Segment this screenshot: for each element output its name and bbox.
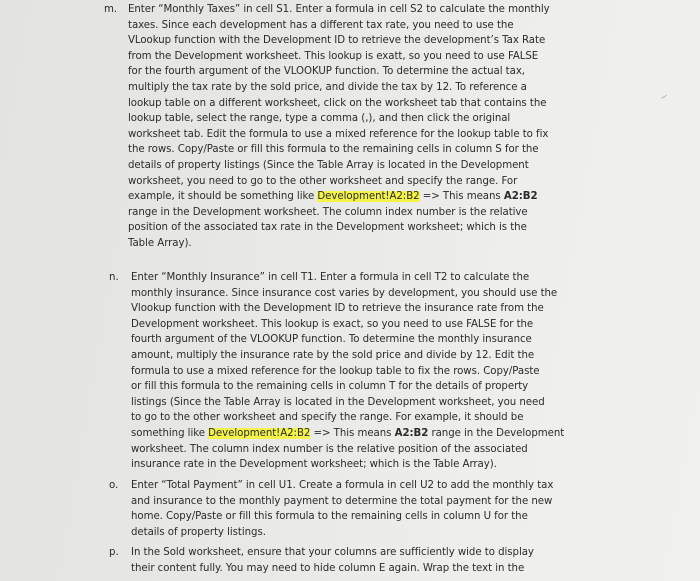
text-line: and insurance to the monthly payment to determine the total payment for the new bbox=[131, 495, 553, 507]
text-line: listings (Since the Table Array is located in the Development worksheet, you need bbox=[131, 396, 545, 408]
text-line: for the fourth argument of the VLOOKUP function. To determine the actual tax, bbox=[128, 66, 525, 78]
item-text bbox=[131, 478, 621, 540]
highlighted-range-reference: Development!A2:B2 bbox=[208, 427, 311, 439]
item-marker: m. bbox=[104, 4, 118, 15]
instruction-item-o bbox=[109, 478, 621, 540]
text-line: In the Sold worksheet, ensure that your columns are sufficiently wide to display bbox=[131, 547, 534, 558]
item-text bbox=[131, 545, 621, 576]
text-line: details of property listings. bbox=[131, 526, 266, 538]
item-marker: o. bbox=[109, 480, 119, 491]
text-line: to go to the other worksheet and specify the range. For example, it should be bbox=[131, 412, 524, 424]
text-line: taxes. Since each development has a different tax rate, you need to use the bbox=[128, 19, 514, 31]
text-line: Enter “Total Payment” in cell U1. Create a formula in cell U2 to add the monthly tax bbox=[131, 480, 554, 491]
text-segment: example, it should be something like bbox=[128, 191, 318, 203]
text-line: Enter “Monthly Insurance” in cell T1. Enter a formula in cell T2 to calculate the bbox=[131, 272, 530, 283]
text-line: the rows. Copy/Paste or fill this formula to the remaining cells in column S for the bbox=[128, 144, 539, 156]
instruction-item-p bbox=[109, 545, 621, 576]
text-line: range in the Development worksheet. The column index number is the relative bbox=[128, 206, 528, 218]
text-line: from the Development worksheet. This lookup is exatt, so you need to use FALSE bbox=[128, 50, 539, 62]
bold-range: A2:B2 bbox=[503, 191, 538, 203]
instruction-item-m bbox=[104, 2, 588, 252]
text-line: their content fully. You may need to hide column E again. Wrap the text in the bbox=[131, 562, 525, 574]
text-line: position of the associated tax rate in the Development worksheet; which is the bbox=[128, 222, 527, 234]
text-segment: something like bbox=[131, 427, 209, 439]
text-line: Vlookup function with the Development ID to retrieve the insurance rate from the bbox=[131, 303, 544, 315]
text-line: lookup table, select the range, type a comma (,), and then click the original bbox=[128, 113, 511, 125]
text-line: Development worksheet. This lookup is exact, so you need to use FALSE for the bbox=[131, 318, 534, 330]
item-text bbox=[131, 270, 621, 473]
text-line: amount, multiply the insurance rate by the sold price and divide by 12. Edit the bbox=[131, 349, 535, 361]
text-line: VLookup function with the Development ID to retrieve the development’s Tax Rate bbox=[128, 35, 546, 47]
text-line: worksheet. The column index number is the relative position of the associated bbox=[131, 443, 528, 455]
item-text bbox=[128, 2, 588, 252]
highlight-line bbox=[131, 426, 621, 442]
text-segment: => This means bbox=[419, 191, 504, 203]
item-marker: p. bbox=[109, 547, 119, 558]
text-line: Table Array). bbox=[128, 237, 192, 249]
text-segment: => This means bbox=[310, 427, 395, 439]
highlight-line bbox=[128, 189, 588, 205]
text-line: insurance rate in the Development worksheet; which is the Table Array). bbox=[131, 459, 497, 471]
text-line: monthly insurance. Since insurance cost varies by development, you should use the bbox=[131, 287, 558, 299]
text-line: worksheet, you need to go to the other worksheet and specify the range. For bbox=[128, 175, 518, 187]
text-line: home. Copy/Paste or fill this formula to the remaining cells in column U for the bbox=[131, 511, 528, 523]
text-line: details of property listings (Since the Table Array is located in the Development bbox=[128, 159, 529, 171]
pen-mark-decoration bbox=[661, 95, 669, 102]
item-marker: n. bbox=[109, 272, 119, 283]
bold-range: A2:B2 bbox=[394, 427, 429, 439]
instruction-item-n bbox=[109, 270, 621, 473]
highlighted-range-reference: Development!A2:B2 bbox=[317, 191, 420, 203]
text-line: worksheet tab. Edit the formula to use a mixed reference for the lookup table to fix bbox=[128, 128, 549, 140]
text-segment: range in the Development bbox=[428, 427, 565, 439]
text-line: or fill this formula to the remaining cells in column T for the details of property bbox=[131, 381, 529, 393]
text-line: fourth argument of the VLOOKUP function. To determine the monthly insurance bbox=[131, 334, 532, 346]
text-line: formula to use a mixed reference for the lookup table to fix the rows. Copy/Paste bbox=[131, 365, 540, 377]
text-line: lookup table on a different worksheet, click on the worksheet tab that contains the bbox=[128, 97, 547, 109]
text-line: multiply the tax rate by the sold price, and divide the tax by 12. To reference a bbox=[128, 81, 527, 93]
text-line: Enter “Monthly Taxes” in cell S1. Enter a formula in cell S2 to calculate the monthly bbox=[128, 4, 550, 15]
